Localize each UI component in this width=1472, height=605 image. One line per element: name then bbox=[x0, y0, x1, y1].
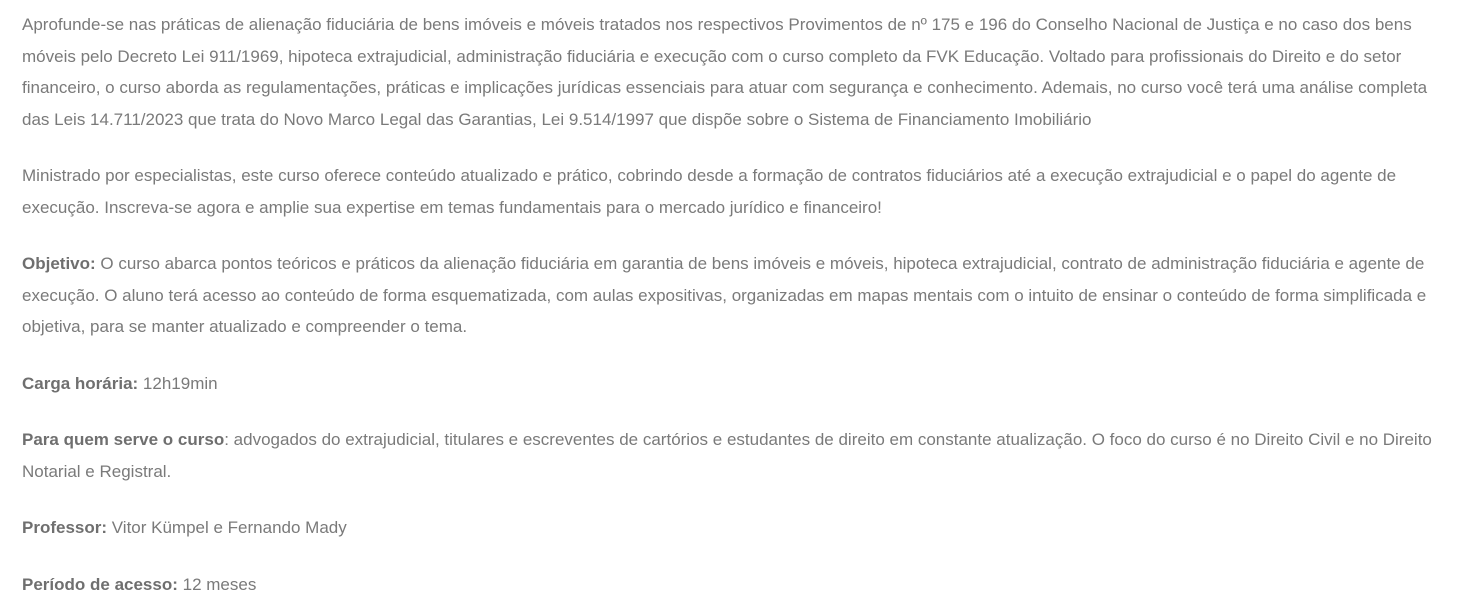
objective-text: O curso abarca pontos teóricos e práticos da alienação fiduciária em garantia de bens imóveis e móveis, hipoteca extrajudicial, contrato de administração fiduciária e agente de execução. O aluno terá acesso ao conteúdo de forma esquematizada, com aulas expositivas, organizadas em mapas mentais com o intuito de ensinar o conteúdo de forma simplificada e objetiva, para se manter atualizado e compreender o tema. bbox=[22, 254, 1427, 336]
objective-label: Objetivo: bbox=[22, 254, 96, 273]
intro-paragraph: Aprofunde-se nas práticas de alienação fiduciária de bens imóveis e móveis tratados nos respectivos Provimentos de nº 175 e 196 do Conselho Nacional de Justiça e no caso dos bens móveis pelo Decreto Lei 911/1969, hipoteca extrajudicial, administração fiduciária e execução com o curso completo da FVK Educação. Voltado para profissionais do Direito e do setor financeiro, o curso aborda as regulamentações, práticas e implicações jurídicas essenciais para atuar com segurança e conhecimento. Ademais, no curso você terá uma análise completa das Leis 14.711/2023 que trata do Novo Marco Legal das Garantias, Lei 9.514/1997 que dispõe sobre o Sistema de Financiamento Imobiliário bbox=[22, 15, 1428, 129]
intro-paragraph-2: Ministrado por especialistas, este curso oferece conteúdo atualizado e prático, cobrindo desde a formação de contratos fiduciários até a execução extrajudicial e o papel do agente de execução. Inscreva-se agora e amplie sua expertise em temas fundamentais para o mercado jurídico e financeiro! bbox=[22, 166, 1397, 217]
audience-section bbox=[22, 424, 1450, 487]
audience-label: Para quem serve o curso bbox=[22, 430, 225, 449]
access-period-label: Período de acesso: bbox=[22, 574, 178, 594]
audience-text: : advogados do extrajudicial, titulares e escreventes de cartórios e estudantes de direito em constante atualização. O foco do curso é no Direito Civil e no Direito Notarial e Registral. bbox=[22, 430, 1432, 481]
workload-section bbox=[22, 368, 1450, 400]
objective-section bbox=[22, 248, 1450, 343]
access-period-section bbox=[22, 569, 1450, 601]
professor-label: Professor: bbox=[22, 518, 108, 537]
professor-section bbox=[22, 512, 1450, 544]
workload-value: 12h19min bbox=[138, 373, 218, 393]
professor-names: Vitor Kümpel e Fernando Mady bbox=[107, 518, 347, 537]
workload-label: Carga horária: bbox=[22, 373, 139, 393]
access-period-value: 12 meses bbox=[177, 574, 257, 594]
